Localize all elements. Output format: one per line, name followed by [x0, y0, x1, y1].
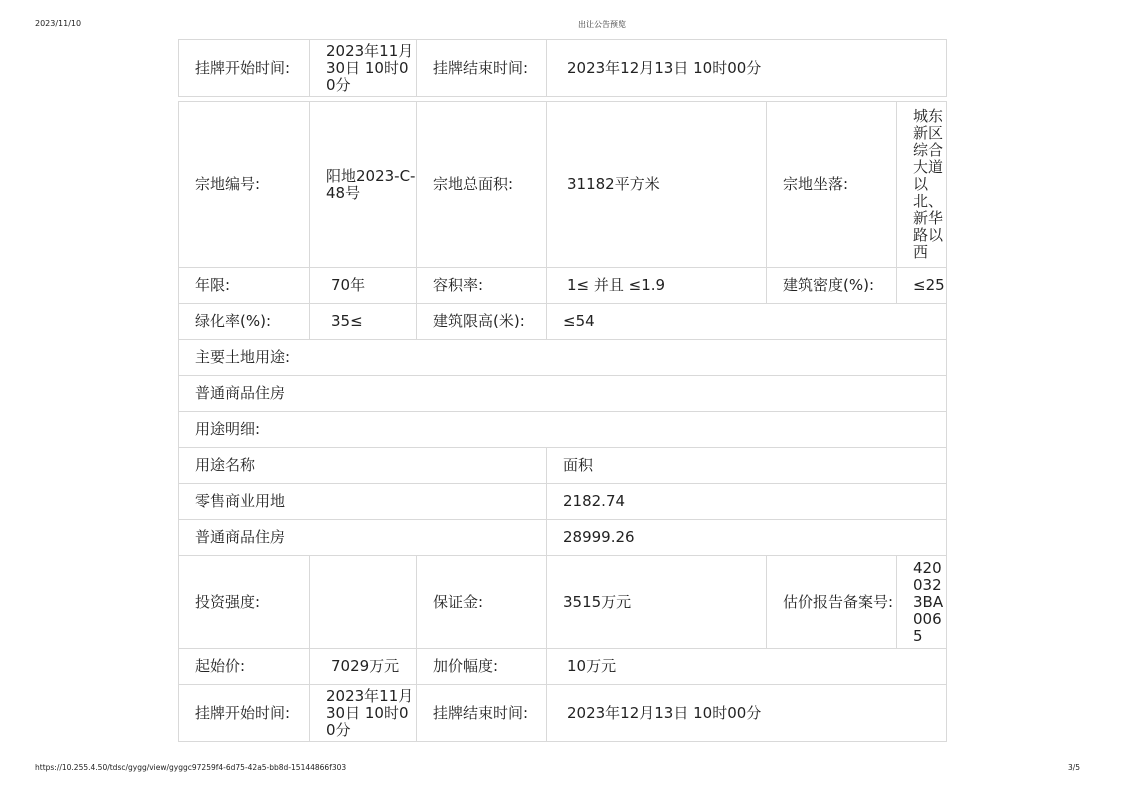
- green-rate-label: 绿化率(%):: [179, 304, 310, 340]
- density-label: 建筑密度(%):: [767, 268, 897, 304]
- table-row: [179, 520, 947, 556]
- appraisal-label: 估价报告备案号:: [767, 556, 897, 649]
- appraisal-value: 4200323BA0065: [897, 556, 947, 649]
- table-row: [179, 40, 947, 97]
- far-value: 1≤ 并且 ≤1.9: [547, 268, 767, 304]
- table-row: [179, 376, 947, 412]
- table-row: [179, 649, 947, 685]
- parcel-info-table: [178, 101, 946, 742]
- table-row: [179, 556, 947, 649]
- listing-end-value: 2023年12月13日 10时00分: [547, 40, 947, 97]
- investment-label: 投资强度:: [179, 556, 310, 649]
- far-label: 容积率:: [417, 268, 547, 304]
- listing-start-value: 2023年11月30日 10时00分: [310, 685, 417, 742]
- green-rate-value: 35≤: [310, 304, 417, 340]
- table-row: [179, 685, 947, 742]
- use-name-header: 用途名称: [179, 448, 547, 484]
- parcel-location-value: 城东新区综合大道以北、新华路以西: [897, 102, 947, 268]
- main-use-value: 普通商品住房: [179, 376, 947, 412]
- investment-value: [310, 556, 417, 649]
- parcel-area-label: 宗地总面积:: [417, 102, 547, 268]
- print-date: 2023/11/10: [35, 19, 82, 28]
- listing-end-label: 挂牌结束时间:: [417, 40, 547, 97]
- table-row: [179, 268, 947, 304]
- deposit-value: 3515万元: [547, 556, 767, 649]
- density-value: ≤25: [897, 268, 947, 304]
- listing-end-value: 2023年12月13日 10时00分: [547, 685, 947, 742]
- table-row: [179, 340, 947, 376]
- use-area-cell: 28999.26: [547, 520, 947, 556]
- table-row: [179, 484, 947, 520]
- start-price-value: 7029万元: [310, 649, 417, 685]
- start-price-label: 起始价:: [179, 649, 310, 685]
- listing-end-label: 挂牌结束时间:: [417, 685, 547, 742]
- page-number: 3/5: [1068, 763, 1081, 772]
- table-row: [179, 304, 947, 340]
- use-area-cell: 2182.74: [547, 484, 947, 520]
- listing-start-value: 2023年11月30日 10时00分: [310, 40, 417, 97]
- table-row: [179, 412, 947, 448]
- term-label: 年限:: [179, 268, 310, 304]
- table-row: [179, 102, 947, 268]
- height-limit-label: 建筑限高(米):: [417, 304, 547, 340]
- increment-label: 加价幅度:: [417, 649, 547, 685]
- parcel-code-value: 阳地2023-C-48号: [310, 102, 417, 268]
- listing-time-table-top: [178, 39, 946, 97]
- use-name-cell: 零售商业用地: [179, 484, 547, 520]
- parcel-area-value: 31182平方米: [547, 102, 767, 268]
- listing-start-label: 挂牌开始时间:: [179, 40, 310, 97]
- height-limit-value: ≤54: [547, 304, 947, 340]
- use-area-header: 面积: [547, 448, 947, 484]
- increment-value: 10万元: [547, 649, 947, 685]
- parcel-location-label: 宗地坐落:: [767, 102, 897, 268]
- listing-start-label: 挂牌开始时间:: [179, 685, 310, 742]
- table-row: [179, 448, 947, 484]
- term-value: 70年: [310, 268, 417, 304]
- print-title: 出让公告预览: [578, 20, 626, 29]
- use-name-cell: 普通商品住房: [179, 520, 547, 556]
- main-use-label: 主要土地用途:: [179, 340, 947, 376]
- parcel-code-label: 宗地编号:: [179, 102, 310, 268]
- print-url: https://10.255.4.50/tdsc/gygg/view/gyggc97259f4-6d75-42a5-bb8d-15144866f303: [35, 763, 347, 772]
- deposit-label: 保证金:: [417, 556, 547, 649]
- use-detail-label: 用途明细:: [179, 412, 947, 448]
